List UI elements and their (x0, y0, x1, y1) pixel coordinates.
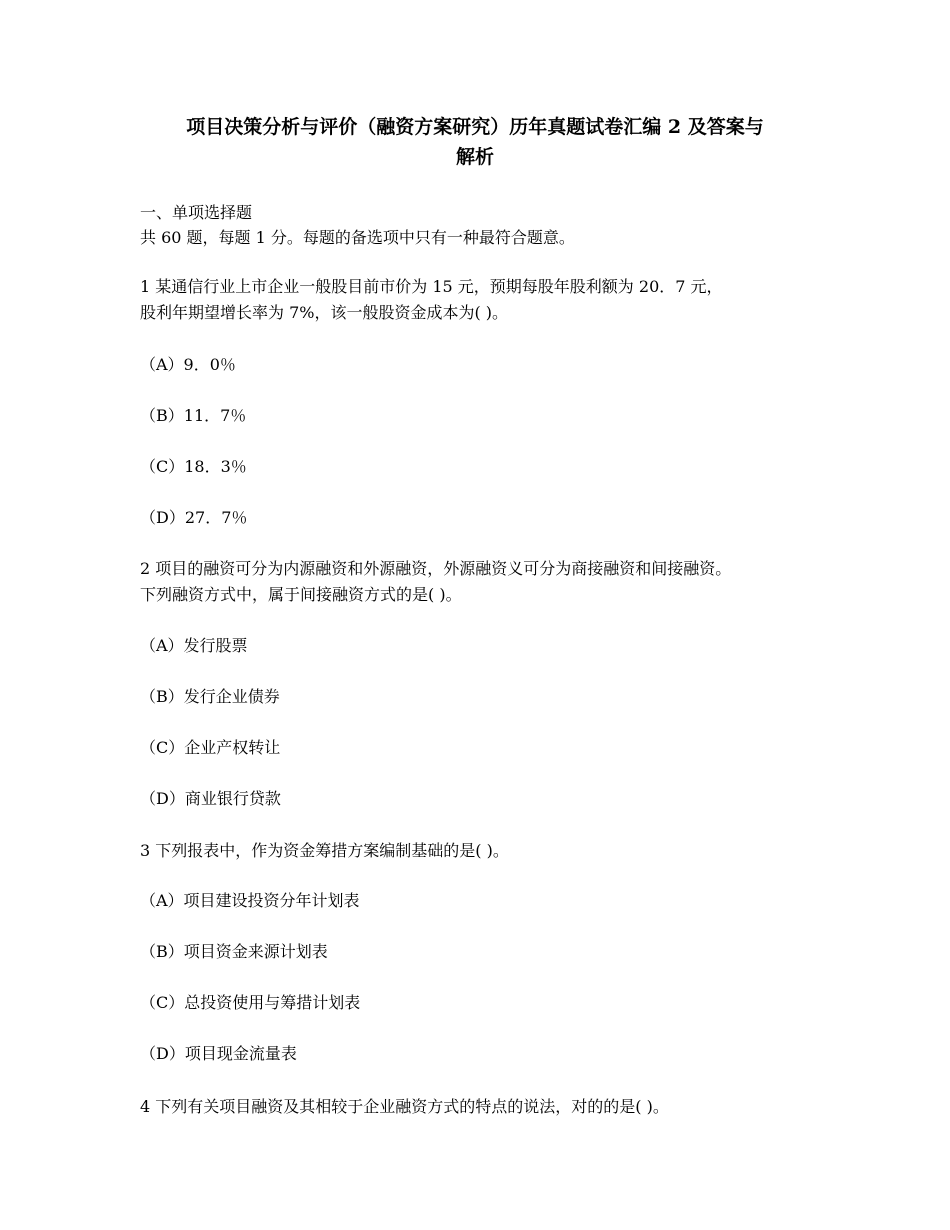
question-1-line-2: 股利年期望增长率为 7%，该一般股资金成本为( )。 (140, 303, 509, 322)
question-1-option-b: （B）11．7％ (140, 406, 247, 425)
question-3-option-d: （D）项目现金流量表 (140, 1044, 297, 1063)
question-4 (140, 1094, 840, 1120)
question-2-line-1: 2 项目的融资可分为内源融资和外源融资，外源融资义可分为商接融资和间接融资。 (140, 559, 732, 578)
section-heading: 一、单项选择题 (140, 203, 253, 222)
question-4-line-1: 4 下列有关项目融资及其相较于企业融资方式的特点的说法，对的的是( )。 (140, 1097, 669, 1116)
section-description: 共 60 题，每题 1 分。每题的备选项中只有一种最符合题意。 (140, 228, 575, 247)
question-2 (140, 556, 840, 608)
question-1-option-a: （A）9．0％ (140, 355, 236, 374)
question-1 (140, 274, 840, 326)
question-1-option-d: （D）27．7％ (140, 508, 248, 527)
question-1-option-c: （C）18．3％ (140, 457, 247, 476)
question-2-option-b: （B）发行企业债券 (140, 687, 280, 706)
question-2-option-a: （A）发行股票 (140, 636, 248, 655)
question-3-option-a: （A）项目建设投资分年计划表 (140, 891, 360, 910)
question-2-option-c: （C）企业产权转让 (140, 738, 281, 757)
title-line-1: 项目决策分析与评价（融资方案研究）历年真题试卷汇编 2 及答案与 (186, 116, 764, 138)
question-3-option-c: （C）总投资使用与筹措计划表 (140, 993, 361, 1012)
question-3-option-b: （B）项目资金来源计划表 (140, 942, 328, 961)
document-title (120, 112, 830, 172)
question-3 (140, 838, 840, 864)
question-2-option-d: （D）商业银行贷款 (140, 789, 281, 808)
question-1-line-1: 1 某通信行业上市企业一般股目前市价为 15 元，预期每股年股利额为 20．7 元， (140, 277, 723, 296)
question-3-line-1: 3 下列报表中，作为资金筹措方案编制基础的是( )。 (140, 841, 509, 860)
question-2-line-2: 下列融资方式中，属于间接融资方式的是( )。 (140, 585, 462, 604)
title-line-2: 解析 (455, 146, 494, 168)
